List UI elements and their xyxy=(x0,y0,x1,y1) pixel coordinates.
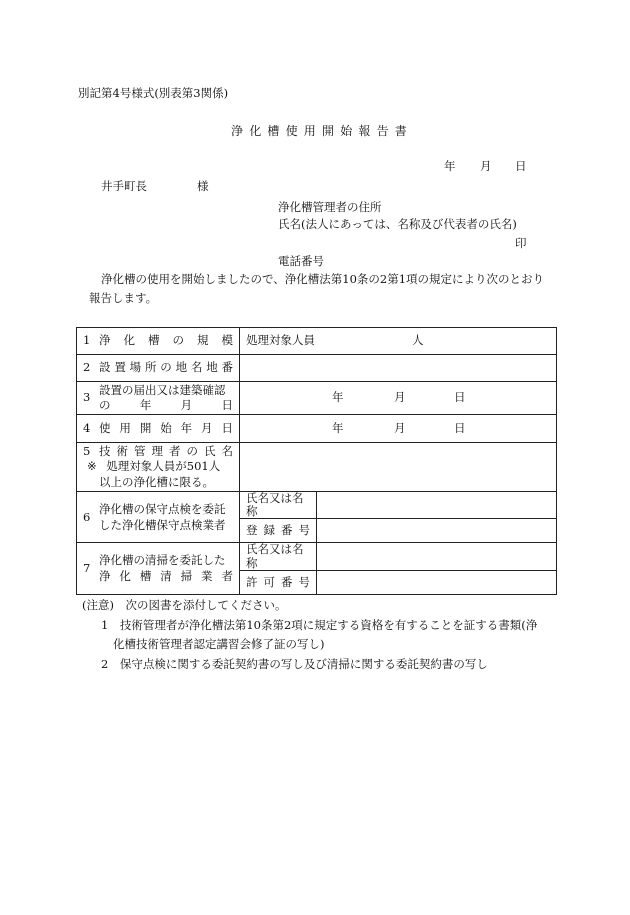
row6-sub2-cell xyxy=(240,519,317,543)
row5-label-line3: 以上の浄化槽に限る。 xyxy=(99,474,214,489)
table-row xyxy=(77,328,557,355)
row6-sub1-value xyxy=(317,492,557,519)
addressee-name: 井手町長 xyxy=(101,179,147,193)
row5-label-cell xyxy=(77,443,240,492)
table-row xyxy=(77,382,557,415)
row2-label-cell xyxy=(77,355,240,382)
row2-number: 2 xyxy=(83,360,91,375)
row7-label-line2: 浄 化 槽 清 掃 業 者 xyxy=(99,569,233,584)
row1-value-cell xyxy=(240,328,557,355)
row5-label-line1: 技 術 管 理 者 の 氏 名 xyxy=(99,444,233,459)
row1-label-cell xyxy=(77,328,240,355)
table-row xyxy=(77,543,557,570)
row1-label: 浄 化 槽 の 規 模 xyxy=(99,333,233,348)
row6-number: 6 xyxy=(83,509,91,524)
document-title: 浄化槽使用開始報告書 xyxy=(231,124,414,138)
row3-date-cell xyxy=(240,382,557,415)
table-row xyxy=(77,443,557,492)
applicant-phone-label: 電話番号 xyxy=(278,254,324,268)
date-year: 年 xyxy=(444,159,456,173)
notes-item2: 2 保守点検に関する委託契約書の写し及び清掃に関する委託契約書の写し xyxy=(101,657,488,671)
applicant-address-label: 浄化槽管理者の住所 xyxy=(278,200,382,214)
row7-sub1-value xyxy=(317,543,557,570)
row4-label-cell xyxy=(77,415,240,443)
notes-item1-line2: 化槽技術管理者認定講習会修了証の写し) xyxy=(113,637,325,651)
row4-day: 日 xyxy=(454,420,466,435)
applicant-name-label: 氏名(法人にあっては、名称及び代表者の氏名) xyxy=(278,217,517,231)
applicant-seal: 印 xyxy=(515,236,527,250)
row7-sub2-cell xyxy=(240,570,317,594)
row3-number: 3 xyxy=(83,390,91,405)
form-number: 別記第4号様式(別表第3関係) xyxy=(78,86,229,100)
table-row xyxy=(77,415,557,443)
row6-sub1: 氏名又は名称 xyxy=(246,491,304,519)
row7-sub1: 氏名又は名称 xyxy=(246,542,304,570)
table-row xyxy=(77,492,557,519)
row6-sub2-value xyxy=(317,519,557,543)
row3-day: 日 xyxy=(454,390,466,404)
row6-label-cell xyxy=(77,492,240,543)
row5-note-mark: ※ xyxy=(87,459,97,474)
row6-label-line1: 浄化槽の保守点検を委託 xyxy=(99,501,226,516)
date-line xyxy=(0,161,630,175)
date-day: 日 xyxy=(515,159,527,173)
table-row xyxy=(77,355,557,382)
row7-label-line1: 浄化槽の清掃を委託した xyxy=(99,552,226,567)
row1-sub-label: 処理対象人員 xyxy=(246,333,315,347)
row7-sub1-cell xyxy=(240,543,317,570)
row3-year: 年 xyxy=(332,390,344,404)
row3-label-cell xyxy=(77,382,240,415)
row4-number: 4 xyxy=(83,420,91,435)
row4-month: 月 xyxy=(394,420,406,435)
row1-unit: 人 xyxy=(412,333,424,347)
notes-item1-line1: 1 技術管理者が浄化槽法第10条第2項に規定する資格を有することを証する書類(浄 xyxy=(101,618,538,632)
row7-number: 7 xyxy=(83,561,91,576)
row7-sub2-value xyxy=(317,570,557,594)
row4-year: 年 xyxy=(332,420,344,435)
row3-label-line2: の 年 月 日 xyxy=(99,398,233,412)
row7-label-cell xyxy=(77,543,240,594)
row5-label-line2: 処理対象人員が501人 xyxy=(106,459,221,474)
row2-value-cell xyxy=(240,355,557,382)
row5-value-cell xyxy=(240,443,557,492)
addressee-honorific: 様 xyxy=(197,179,209,193)
row6-label-line2: した浄化槽保守点検業者 xyxy=(99,517,226,532)
row1-number: 1 xyxy=(83,333,91,348)
row6-sub1-cell xyxy=(240,492,317,519)
row6-sub2: 登 録 番 号 xyxy=(246,523,310,538)
notes-heading: (注意) 次の図書を添付してください。 xyxy=(82,598,287,612)
row7-sub2: 許 可 番 号 xyxy=(246,574,310,589)
body-text-line2: 報告します。 xyxy=(89,291,158,305)
row4-label: 使 用 開 始 年 月 日 xyxy=(99,420,233,435)
date-month: 月 xyxy=(480,159,492,173)
row5-number: 5 xyxy=(83,444,91,459)
row3-month: 月 xyxy=(394,390,406,404)
report-table xyxy=(76,327,557,595)
row2-label: 設 置 場 所 の 地 名 地 番 xyxy=(99,360,233,375)
row4-date-cell xyxy=(240,415,557,443)
body-text-line1: 浄化槽の使用を開始しましたので、浄化槽法第10条の2第1項の規定により次のとおり xyxy=(101,272,545,286)
row3-label-line1: 設置の届出又は建築確認 xyxy=(99,382,226,397)
